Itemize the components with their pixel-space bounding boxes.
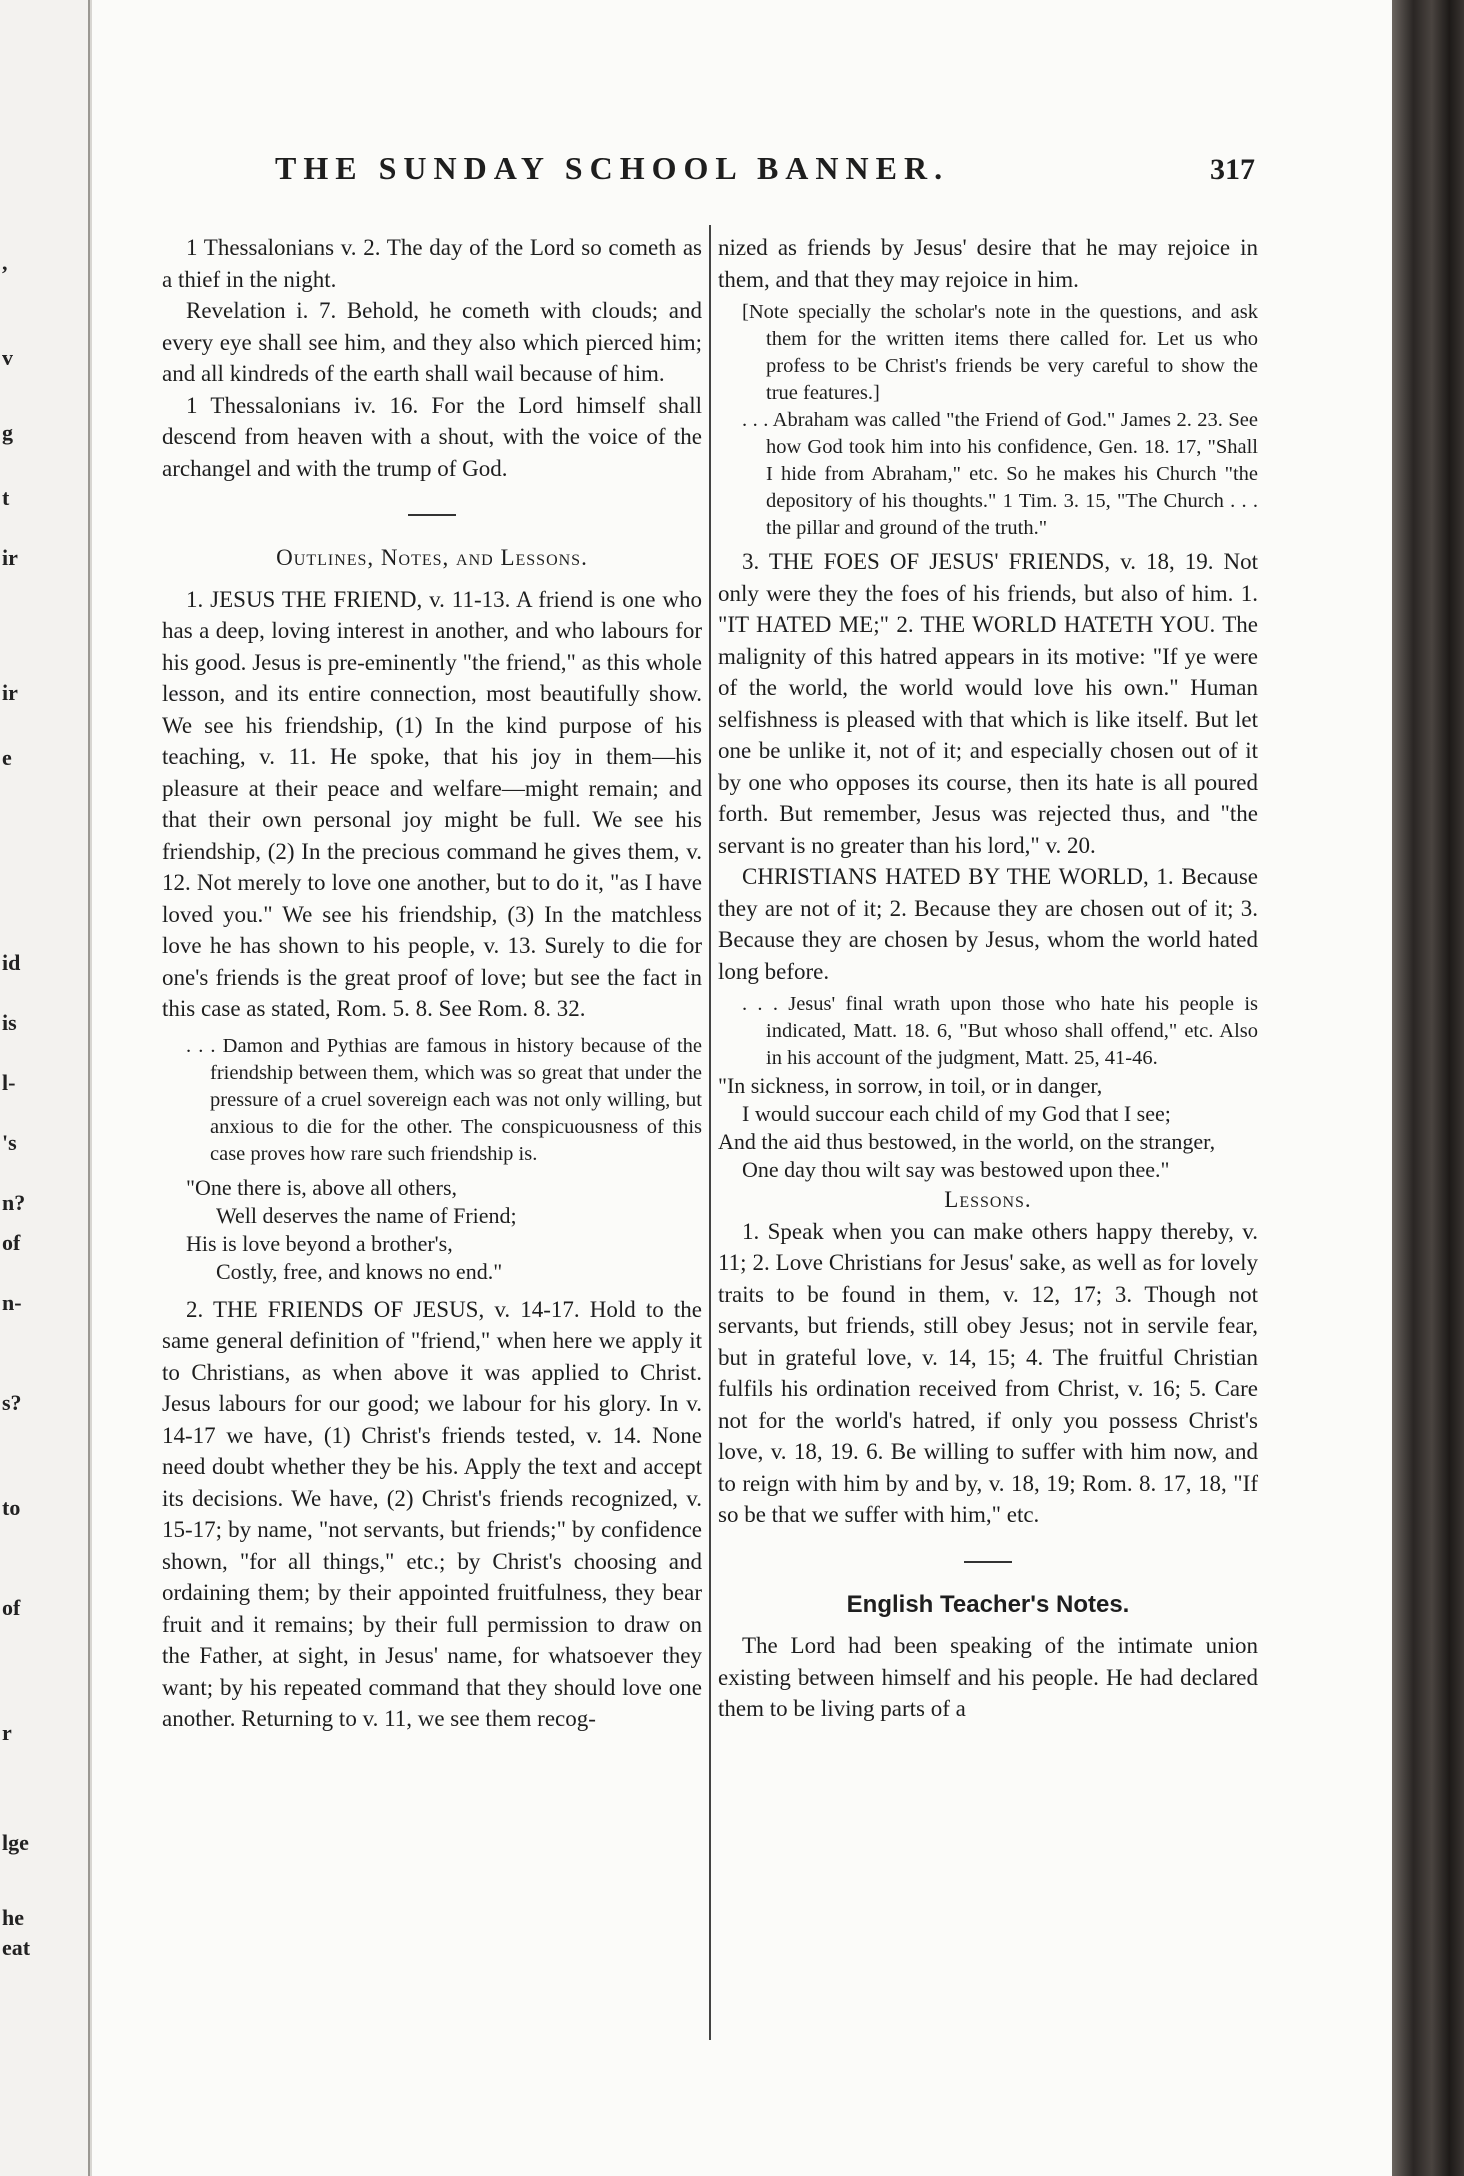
margin-fragment: r — [2, 1720, 12, 1745]
margin-fragment: lge — [2, 1830, 29, 1855]
lessons-paragraph: 1. Speak when you can make others happy thereby, v. 11; 2. Love Christians for Jesus' sake, as well as for lovely traits to be found in them, v. 12, 17; 3. Though not servants, but friends, still obey Jesus; not in servile fear, but in grateful love, v. 14, 15; 4. The fruitful Christian fulfils his ordination received from Christ, v. 16; 5. Care not for the world's hatred, if only you possess Christ's love, v. 18, 19. 6. Be willing to suffer with him now, and to reign with him by and by, v. 18, 19; Rom. 8. 17, 18, "If so be that we suffer with him," etc. — [718, 1218, 1258, 1527]
paragraph-friends-of-jesus: 2. THE FRIENDS OF JESUS, v. 14-17. Hold to the same general definition of "friend," when here we apply it to Christians, as when above it was applied to Christ. Jesus labours for our good; we labour for his glory. In v. 14-17 we have, (1) Christ's friends tested, v. 14. None need doubt whether they be his. Apply the text and accept its decisions. We have, (2) Christ's friends recognized, v. 15-17; by name, "not servants, but friends;" by confidence shown, "for all things," etc.; by Christ's choosing and ordaining them; by their appointed fruitfulness, they bear fruit and it remains; by their full permission to draw on the Father, at sight, in Jesus' name, for whatsoever they want; by his repeated command that they should love one another. Returning to v. 11, we see them recog- — [162, 1296, 702, 1731]
scripture-verse: Revelation i. 7. Behold, he cometh with clouds; and every eye shall see him, and they also which pierced him; and all kindreds of the earth shall wail because of him. — [162, 298, 702, 386]
poem-line: His is love beyond a brother's, — [186, 1230, 453, 1256]
margin-fragment: , — [2, 250, 8, 275]
book-spine — [1392, 0, 1464, 2176]
margin-fragment: g — [2, 420, 13, 445]
margin-fragment: of — [2, 1595, 21, 1620]
margin-fragment: id — [2, 950, 21, 975]
margin-fragment: n- — [2, 1290, 22, 1315]
margin-fragment: v — [2, 345, 13, 370]
poem-line: One day thou wilt say was bestowed upon thee." — [742, 1157, 1170, 1182]
margin-fragment: e — [2, 745, 12, 770]
margin-fragment: s? — [2, 1390, 22, 1415]
poem-line: I would succour each child of my God that I see; — [742, 1101, 1171, 1126]
divider — [964, 1561, 1012, 1563]
poem — [162, 1174, 702, 1286]
margin-fragment: of — [2, 1230, 21, 1255]
english-notes-title: English Teacher's Notes. — [846, 1590, 1130, 1618]
margin-fragment: 's — [2, 1130, 17, 1155]
page-header — [275, 150, 1255, 187]
note-bracket: [Note specially the scholar's note in the questions, and ask them for the written items there called for. Let us who profess to be Christ's friends be very careful to show the true features.] — [742, 301, 1258, 404]
margin-fragment: to — [2, 1495, 21, 1520]
page-number: 317 — [1210, 153, 1255, 186]
paragraph-continuation: nized as friends by Jesus' desire that he may rejoice in them, and that they may rejoice in him. — [718, 235, 1258, 292]
poem-line: And the aid thus bestowed, in the world, on the stranger, — [718, 1129, 1216, 1154]
note-damon-pythias: . . . Damon and Pythias are famous in history because of the friendship between them, which was so great that under the pressure of a cruel sovereign each was not only willing, but anxious to die for the other. The conspicuousness of this case proves how rare such friendship is. — [186, 1034, 702, 1165]
margin-fragment: n? — [2, 1190, 26, 1215]
margin-fragment: he — [2, 1905, 24, 1930]
right-column — [718, 232, 1258, 1725]
margin-fragment: l- — [2, 1070, 16, 1095]
poem-line: Costly, free, and knows no end." — [216, 1258, 503, 1284]
note-final-wrath: . . . Jesus' final wrath upon those who hate his people is indicated, Matt. 18. 6, "But whoso shall offend," etc. Also in his account of the judgment, Matt. 25, 41-46. — [742, 993, 1258, 1069]
margin-fragment: ir — [2, 545, 18, 570]
paragraph-christians-hated: CHRISTIANS HATED BY THE WORLD, 1. Because they are not of it; 2. Because they are chosen out of it; 3. Because they are chosen by Jesus, whom the world hated long before. — [718, 864, 1258, 984]
margin-fragment: t — [2, 485, 10, 510]
left-column — [162, 232, 702, 1735]
poem — [718, 1072, 1258, 1184]
margin-fragment: is — [2, 1010, 17, 1035]
column-divider — [709, 225, 711, 2040]
paragraph-jesus-the-friend: 1. JESUS THE FRIEND, v. 11-13. A friend is one who has a deep, loving interest in another, and who labours for his good. Jesus is pre-eminently "the friend," as this whole lesson, and its entire connection, most beautifully show. We see his friendship, (1) In the kind purpose of his teaching, v. 11. He spoke, that his joy in them—his pleasure at their peace and welfare—might remain; and that their own personal joy might be full. We see his friendship, (2) In the precious command he gives them, v. 12. Not merely to love one another, but to do it, "as I have loved you." We see his friendship, (3) In the matchless love he has shown to his people, v. 13. Surely to die for one's friends is the great proof of love; but see the fact in this case as stated, Rom. 5. 8. See Rom. 8. 32. — [162, 586, 702, 1021]
divider — [408, 514, 456, 516]
paragraph-foes: 3. THE FOES OF JESUS' FRIENDS, v. 18, 19. Not only were they the foes of his friends, but also of him. 1. "IT HATED ME;" 2. THE WORLD HATETH YOU. The malignity of this hatred appears in its motive: "If ye were of the world, the world would love his own." Human selfishness is pleased with that which is like itself. But let one be unlike it, not of it; and especially chosen out of it by one who opposes its course, then its hate is all poured forth. But remember, Jesus was rejected thus, and "the servant is no greater than his lord," v. 20. — [718, 549, 1258, 858]
margin-fragment: ir — [2, 680, 18, 705]
scripture-verse: 1 Thessalonians v. 2. The day of the Lord so cometh as a thief in the night. — [162, 235, 702, 292]
note-abraham: . . . Abraham was called "the Friend of God." James 2. 23. See how God took him into his confidence, Gen. 18. 17, "Shall I hide from Abraham," etc. So he makes his Church "the depository of his thoughts." 1 Tim. 3. 15, "The Church . . . the pillar and ground of the truth." — [742, 409, 1258, 539]
margin-fragment: eat — [2, 1935, 31, 1960]
poem-line: "In sickness, in sorrow, in toil, or in danger, — [718, 1073, 1103, 1098]
poem-line: "One there is, above all others, — [186, 1174, 458, 1200]
poem-line: Well deserves the name of Friend; — [216, 1202, 517, 1228]
running-title: THE SUNDAY SCHOOL BANNER. — [275, 150, 950, 186]
scripture-verse: 1 Thessalonians iv. 16. For the Lord himself shall descend from heaven with a shout, with the voice of the archangel and with the trump of God. — [162, 392, 702, 481]
section-title: Outlines, Notes, and Lessons. — [276, 545, 588, 570]
english-notes-paragraph: The Lord had been speaking of the intimate union existing between himself and his people. He had declared them to be living parts of a — [718, 1633, 1258, 1721]
lessons-title: Lessons. — [944, 1187, 1032, 1212]
